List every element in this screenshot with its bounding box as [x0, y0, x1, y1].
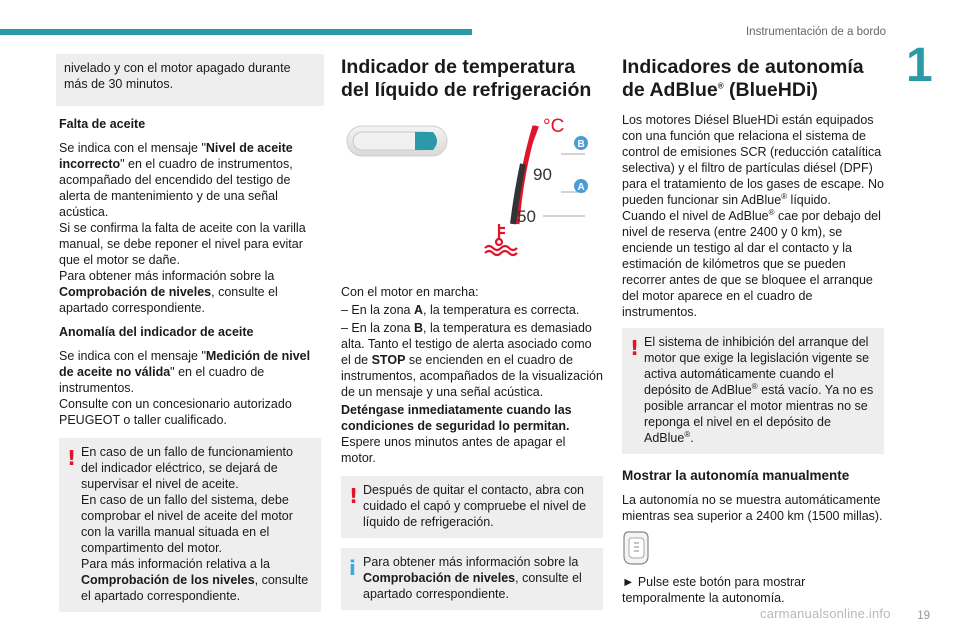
- mostrar-autonomia-title: Mostrar la autonomía manualmente: [622, 468, 850, 483]
- column-2: [341, 54, 603, 620]
- adblue-section-title: Indicadores de autonomía de AdBlue® (BlueHDi): [622, 56, 864, 101]
- zone-b-item: – En la zona B, la temperatura es demasiado alta. Tanto el testigo de alerta asociado como el de STOP se encienden en el cuadro de instrumentos, acompañados de la visualización de un mensaje y una señal acústica.: [341, 321, 603, 399]
- info-coolant-text: Para obtener más información sobre la Comprobación de niveles, consulte el apartado correspondiente.: [363, 555, 582, 601]
- section-title-anomalia: Anomalía del indicador de aceite: [59, 325, 254, 339]
- warning-coolant-text: Después de quitar el contacto, abra con cuidado el capó y compruebe el nivel de líquido de refrigeración.: [363, 483, 587, 529]
- adblue-paragraph-1: Los motores Diésel BlueHDi están equipados con una función que relaciona el sistema de control de emisiones SCR (reducción catalítica selectiva) y el filtro de partículas diésel (DPF) para el tratamiento de los gases de escape. No pueden funcionar sin AdBlue® líquido.: [622, 113, 884, 207]
- warning-exclamation-icon: !: [630, 336, 640, 360]
- warning-box-coolant: [341, 476, 603, 538]
- header-accent-bar: [0, 29, 472, 35]
- column-3: [622, 54, 884, 612]
- warning-exclamation-icon: !: [67, 446, 77, 470]
- warning-adblue-text: El sistema de inhibición del arranque del motor que exige la legislación vigente se activa automáticamente cuando el depósito de AdBlue® está vacío. Ya no es posible arrancar el motor mientras no se reponga el nivel en el depósito de AdBlue®.: [644, 335, 874, 445]
- coolant-section-title: Indicador de temperatura del líquido de refrigeración: [341, 56, 592, 101]
- coolant-stop-instruction: Deténgase inmediatamente cuando las condiciones de seguridad lo permitan. Espere unos minutos antes de apagar el motor.: [341, 403, 572, 465]
- coolant-figure: [341, 112, 603, 272]
- watermark: carmanualsonline.info: [760, 606, 891, 621]
- adblue-paragraph-2: Cuando el nivel de AdBlue® cae por debajo del nivel de reserva (entre 2400 y 0 km), se enciende un testigo al dar el contacto y la estimación de kilómetros que se pueden recorrer antes de que se bloquee el arranque del motor aparece en el cuadro de instrumentos.: [622, 207, 881, 319]
- falta-paragraph-1: Se indica con el mensaje "Nivel de aceite incorrecto" en el cuadro de instrumentos, acompañado del encendido del testigo de alerta de mantenimiento y de una señal acústica. Si se confirma la falta de aceite con la varilla manual, se debe reponer el nivel para evitar que el motor se dañe. Para obtener más información sobre la Comprobación de niveles, consulte el apartado correspondiente.: [59, 141, 306, 315]
- gauge-value-50: 50: [517, 207, 536, 226]
- warning-exclamation-icon: !: [349, 484, 359, 508]
- zone-b-label: B: [577, 139, 585, 150]
- column-1: [59, 54, 321, 622]
- gauge-value-90: 90: [533, 165, 552, 184]
- info-box-coolant: [341, 548, 603, 610]
- gauge-unit-label: °C: [543, 116, 565, 137]
- trip-computer-button-icon: [622, 530, 650, 566]
- running-header: Instrumentación de a bordo: [745, 26, 886, 38]
- coolant-intro: Con el motor en marcha:: [341, 285, 479, 299]
- coolant-bar-gauge-image: [345, 122, 449, 162]
- coolant-dial-gauge-image: [477, 112, 604, 260]
- continued-note-text: nivelado y con el motor apagado durante más de 30 minutos.: [64, 61, 291, 91]
- anomalia-paragraph: Se indica con el mensaje "Medición de nivel de aceite no válida" en el cuadro de instrumentos. Consulte con un concesionario autorizado PEUGEOT o taller cualificado.: [59, 349, 311, 427]
- info-i-icon: i: [349, 556, 356, 580]
- mostrar-action-step: ► Pulse este botón para mostrar temporalmente la autonomía.: [622, 575, 806, 605]
- zone-a-item: – En la zona A, la temperatura es correcta.: [341, 303, 580, 317]
- section-title-falta-aceite: Falta de aceite: [59, 117, 146, 131]
- warning-oil-text: En caso de un fallo de funcionamiento del indicador eléctrico, se dejará de supervisar el nivel de aceite. En caso de un fallo del sistema, debe comprobar el nivel de aceite del motor con la varilla manual situada en el compartimento del motor. Para más información relativa a la Comprobación de los niveles, consulte el apartado correspondiente.: [81, 445, 309, 603]
- zone-a-label: A: [577, 182, 585, 193]
- chapter-number: 1: [906, 39, 933, 92]
- page-number: 19: [917, 610, 930, 622]
- warning-box-oil: [59, 438, 321, 612]
- continued-note-box: [56, 54, 324, 106]
- mostrar-autonomia-text: La autonomía no se muestra automáticamente mientras sea superior a 2400 km (1500 millas).: [622, 493, 883, 523]
- warning-box-adblue: [622, 328, 884, 454]
